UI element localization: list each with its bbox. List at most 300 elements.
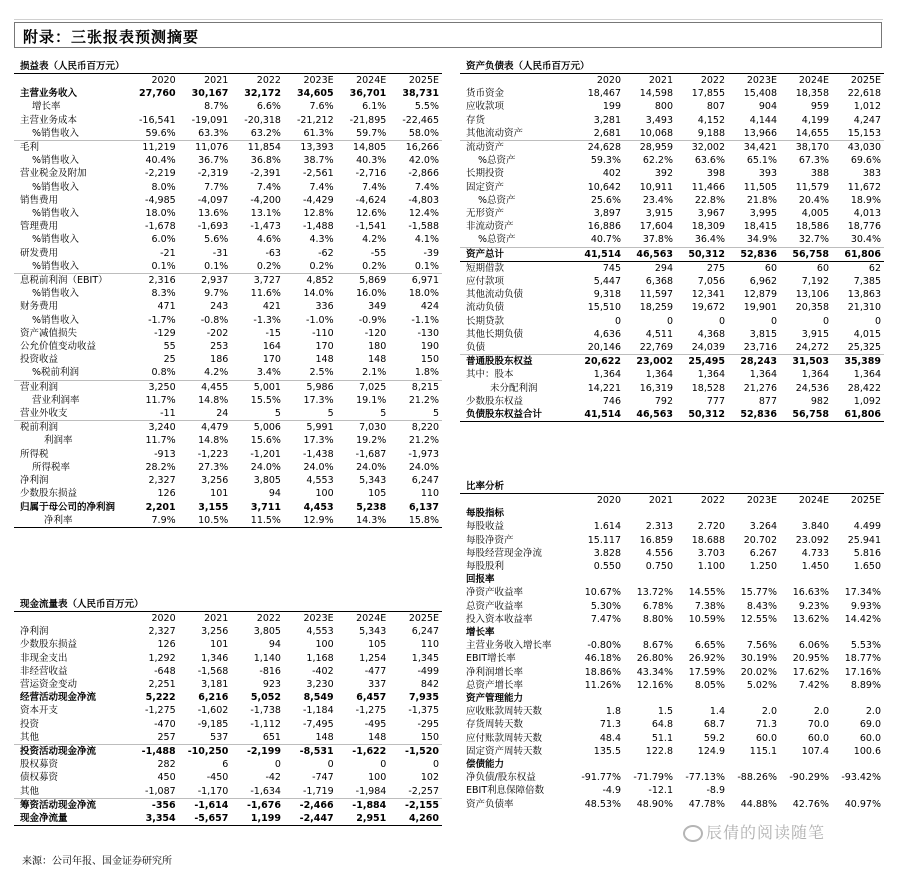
cell-value: 6.06% (798, 640, 829, 652)
table-row (460, 758, 884, 771)
row-label: %总资产 (478, 234, 516, 246)
cell-value: -9,185 (197, 718, 229, 730)
cell-value: 25 (163, 354, 176, 366)
cell-value: 16.63% (792, 587, 829, 599)
cell-value: 23,002 (624, 355, 676, 369)
cell-value: 2.0 (865, 706, 881, 718)
row-label: 经营活动现金净流 (20, 692, 97, 704)
cell-value (728, 784, 780, 797)
cell-value: 807 (706, 101, 725, 113)
table-row (14, 691, 442, 704)
row-label: 增长率 (32, 101, 61, 113)
cell-value: 46.18% (584, 653, 621, 665)
cell-value: 7.7% (204, 181, 229, 193)
cell-value: 4,453 (303, 501, 334, 513)
cell-value: 63.2% (250, 127, 281, 139)
cell-value: 4.2% (362, 234, 387, 246)
cell-value: 10,642 (587, 181, 621, 193)
table-row (14, 233, 442, 246)
cell-value: -1,719 (303, 785, 334, 797)
year-header: 2023E (746, 495, 777, 506)
cell-value: 2,316 (126, 274, 179, 288)
table-row (460, 639, 884, 652)
cell-value: 20.702 (743, 534, 777, 546)
cell-value: -4,097 (197, 194, 229, 206)
cell-value: 15,510 (587, 302, 621, 314)
cell-value: 17.62% (792, 666, 829, 678)
row-label: %销售收入 (32, 288, 80, 300)
cell-value: 777 (706, 395, 725, 407)
cell-value: -5,657 (179, 812, 232, 826)
cell-value: 3,240 (126, 421, 179, 435)
cell-value: -202 (206, 327, 229, 339)
year-header-row (14, 74, 442, 87)
cell-value: -1.1% (411, 314, 439, 326)
table-row (460, 652, 884, 665)
cell-value: 0.8% (151, 367, 176, 379)
cell-value: -499 (417, 665, 439, 677)
cell-value: 294 (654, 262, 673, 274)
cell-value: 3.703 (697, 547, 725, 559)
year-header: 2024E (356, 75, 387, 86)
cell-value: 4.1% (414, 234, 439, 246)
row-label: %销售收入 (32, 181, 80, 193)
cell-value: 17.34% (844, 587, 881, 599)
cell-value: -1,488 (126, 745, 179, 759)
cell-value: 9.7% (204, 288, 229, 300)
row-label: 其他 (20, 731, 40, 743)
cell-value: -4,624 (355, 194, 387, 206)
table-row (14, 207, 442, 220)
cell-value: -1.3% (253, 314, 281, 326)
table-row (14, 638, 442, 651)
cell-value: -1,678 (145, 221, 176, 233)
cell-value: 2,327 (148, 626, 176, 638)
cell-value (832, 573, 884, 586)
cell-value: 424 (420, 301, 439, 313)
cell-value: 4.6% (256, 234, 281, 246)
cell-value: 24,628 (572, 141, 624, 155)
cell-value: 28.2% (145, 461, 176, 473)
cell-value: -7,495 (303, 718, 334, 730)
cell-value: 61.3% (303, 127, 334, 139)
cell-value: 904 (758, 101, 777, 113)
cell-value: -1,201 (250, 448, 281, 460)
cell-value: 18.77% (844, 653, 881, 665)
cell-value: 0 (666, 315, 673, 327)
cell-value: 8.7% (204, 101, 229, 113)
cell-value: 10,911 (639, 181, 673, 193)
cell-value: 186 (210, 354, 229, 366)
year-header: 2023E (303, 613, 334, 624)
cell-value: 11,466 (691, 181, 725, 193)
cell-value: 0.550 (593, 561, 621, 573)
cell-value: 4,199 (801, 114, 829, 126)
row-label: 筹资活动现金净流 (14, 798, 126, 812)
cell-value: 24.0% (303, 461, 334, 473)
cell-value: -8,531 (284, 745, 337, 759)
cell-value: 28,243 (728, 355, 780, 369)
cell-value: 28,959 (624, 141, 676, 155)
cell-value: 7,025 (337, 380, 390, 394)
cell-value: -2,155 (389, 798, 442, 812)
watermark-text: 辰倩的阅读随笔 (706, 823, 826, 842)
table-row (460, 368, 884, 381)
table-row (14, 274, 442, 288)
row-label: 少数股东损益 (20, 639, 78, 651)
cell-value: 5,052 (250, 692, 281, 704)
cell-value (624, 507, 676, 520)
cell-value (832, 784, 884, 797)
cell-value: -1,541 (355, 221, 387, 233)
cell-value: 14,805 (337, 141, 390, 155)
cell-value: 842 (420, 679, 439, 691)
income-statement (14, 60, 442, 528)
cell-value: 4,144 (749, 114, 777, 126)
cell-value: 18.86% (584, 666, 621, 678)
cell-value: 10.67% (584, 587, 621, 599)
table-row (460, 301, 884, 314)
cell-value: 0 (380, 759, 387, 771)
year-header: 2024E (798, 75, 829, 86)
row-label: 息税前利润（EBIT） (14, 274, 126, 288)
cell-value: 24.0% (356, 461, 387, 473)
cell-value: -1,676 (231, 798, 284, 812)
cell-value: -4,985 (145, 194, 176, 206)
cell-value: 59.2 (703, 732, 725, 744)
row-label: 应付账款周转天数 (466, 732, 543, 744)
cell-value: 21,276 (743, 382, 777, 394)
cell-value: 7.4% (362, 181, 387, 193)
year-header: 2023E (303, 75, 334, 86)
cell-value: 6.6% (256, 101, 281, 113)
cell-value: 4,553 (306, 475, 334, 487)
cell-value: 4,013 (853, 208, 881, 220)
row-label: 管理费用 (20, 221, 59, 233)
cell-value: 150 (420, 354, 439, 366)
cell-value: -747 (312, 772, 334, 784)
cell-value: 60.0 (807, 732, 829, 744)
cell-value: 15.117 (587, 534, 621, 546)
cell-value: 100 (315, 488, 334, 500)
cell-value: 59.7% (356, 127, 387, 139)
table-row (14, 300, 442, 313)
cell-value: 22,769 (639, 342, 673, 354)
table-row (460, 798, 884, 811)
cell-value: -55 (370, 247, 387, 259)
cell-value: -15 (265, 327, 281, 339)
cell-value: 14.8% (198, 394, 229, 406)
cell-value: 4,260 (389, 812, 442, 826)
cell-value: -1,687 (355, 448, 387, 460)
cell-value: 3,230 (306, 679, 334, 691)
cell-value: -71.79% (633, 772, 673, 784)
table-row (460, 220, 884, 233)
cell-value (780, 573, 832, 586)
table-row (14, 625, 442, 638)
table-row (460, 560, 884, 573)
row-label: %税前利润 (32, 367, 80, 379)
cell-value: 44.88% (740, 798, 777, 810)
row-label: 固定资产 (466, 181, 505, 193)
cell-value: 5.53% (850, 640, 881, 652)
cell-value: 110 (420, 639, 439, 651)
cell-value: 25,325 (847, 342, 881, 354)
table-row (14, 327, 442, 340)
cell-value: 24.0% (408, 461, 439, 473)
cell-value: 421 (262, 301, 281, 313)
cell-value: 148 (368, 354, 387, 366)
cell-value: 7,056 (697, 276, 725, 288)
cell-value: 38,731 (402, 88, 439, 100)
cell-value: 1.614 (593, 521, 621, 533)
row-label: 资本开支 (20, 705, 59, 717)
cell-value: 32,002 (676, 141, 728, 155)
cell-value: 7.4% (414, 181, 439, 193)
cell-value: 50,312 (676, 408, 728, 422)
cell-value: 0.1% (414, 260, 439, 272)
cell-value: 6.65% (694, 640, 725, 652)
year-header: 2020 (596, 75, 621, 86)
cell-value: 8,220 (389, 421, 442, 435)
cell-value: 16.859 (639, 534, 673, 546)
year-header: 2021 (648, 75, 673, 86)
cash-flow-statement (14, 598, 442, 826)
cell-value: -470 (154, 718, 176, 730)
cell-value: 6,971 (389, 274, 442, 288)
row-label: 营运资金变动 (20, 679, 78, 691)
row-label: 归属于母公司的净利润 (20, 501, 116, 513)
cell-value: 11.7% (145, 394, 176, 406)
table-row (460, 692, 884, 705)
cell-value: 26.92% (688, 653, 725, 665)
cell-value: 60 (764, 262, 777, 274)
row-label: 债权募资 (20, 772, 59, 784)
cell-value: 3,711 (250, 501, 281, 513)
cell-value: 6.267 (749, 547, 777, 559)
cell-value: 100.6 (853, 745, 881, 757)
cell-value: 471 (157, 301, 176, 313)
row-label: 流动资产 (460, 141, 572, 155)
cell-value: 11,672 (847, 181, 881, 193)
cell-value: 392 (654, 168, 673, 180)
year-header-row (460, 494, 884, 507)
cell-value: 46,563 (624, 247, 676, 261)
year-header: 2021 (204, 75, 229, 86)
table-row (460, 127, 884, 141)
cell-value: 7,385 (853, 276, 881, 288)
cell-value: 243 (210, 301, 229, 313)
cell-value: 2,951 (337, 812, 390, 826)
cell-value: 14.8% (198, 435, 229, 447)
cell-value: 4,636 (593, 328, 621, 340)
cell-value: 5 (432, 408, 439, 420)
cell-value: 12.16% (636, 679, 673, 691)
wechat-icon (683, 825, 703, 842)
year-header: 2023E (746, 75, 777, 86)
cell-value: 1,345 (411, 652, 439, 664)
cell-value: 59.6% (145, 127, 176, 139)
row-label: %销售收入 (32, 208, 80, 220)
cell-value: 4.499 (853, 521, 881, 533)
cell-value: 4,247 (853, 114, 881, 126)
header-blank (14, 74, 126, 87)
cell-value: 12.8% (303, 208, 334, 220)
cell-value: 5,238 (356, 501, 387, 513)
cell-value: 24,039 (691, 342, 725, 354)
year-header: 2021 (648, 495, 673, 506)
cell-value: 25,495 (676, 355, 728, 369)
table-row (14, 127, 442, 141)
cell-value: 63.6% (694, 155, 725, 167)
cell-value (728, 573, 780, 586)
row-label: 未分配利润 (490, 382, 538, 394)
cell-value: 6.78% (642, 600, 673, 612)
cell-value: -2,866 (408, 168, 439, 180)
row-label: 利润率 (44, 435, 73, 447)
cell-value: -1,520 (389, 745, 442, 759)
cell-value: 2,201 (145, 501, 176, 513)
cell-value: -1,170 (197, 785, 229, 797)
table-row (460, 745, 884, 758)
cell-value: 11,076 (179, 141, 232, 155)
cell-value: 1,199 (231, 812, 284, 826)
cell-value: 68.7 (703, 719, 725, 731)
cell-value: -90.29% (789, 772, 829, 784)
table-row (460, 141, 884, 155)
row-label: 净利润 (20, 475, 49, 487)
cell-value: -495 (364, 718, 387, 730)
cell-value: 1.450 (801, 561, 829, 573)
row-label: 每股收益 (466, 521, 505, 533)
table-row (460, 732, 884, 745)
cell-value: -0.9% (358, 314, 387, 326)
cell-value: -4,200 (250, 194, 281, 206)
cell-value: 115.1 (749, 745, 777, 757)
row-label: 每股指标 (466, 508, 505, 520)
cell-value: -1,884 (337, 798, 390, 812)
cell-value: 42.0% (408, 155, 439, 167)
table-row (460, 600, 884, 613)
row-label: 资产总计 (460, 247, 572, 261)
cell-value: 124.9 (697, 745, 725, 757)
cell-value: 5,986 (284, 380, 337, 394)
table-row (460, 613, 884, 626)
cell-value: 5.02% (746, 679, 777, 691)
cell-value: -20,318 (244, 114, 281, 126)
year-header: 2021 (204, 613, 229, 624)
cell-value: 32.7% (798, 234, 829, 246)
table-row (14, 487, 442, 500)
row-label: 无形资产 (466, 208, 505, 220)
cell-value: 337 (368, 679, 387, 691)
cell-value: 4.733 (801, 547, 829, 559)
cell-value: 15.77% (740, 587, 777, 599)
cell-value: 190 (420, 341, 439, 353)
row-label: %销售收入 (32, 155, 80, 167)
cell-value (624, 692, 676, 705)
cell-value: -1,693 (197, 221, 229, 233)
cell-value: -4,803 (408, 194, 439, 206)
cell-value: 126 (157, 639, 176, 651)
cell-value: 0 (822, 315, 829, 327)
cell-value: -1,488 (303, 221, 334, 233)
cell-value: 2.720 (697, 521, 725, 533)
cell-value: 19.2% (356, 435, 387, 447)
table-row (14, 704, 442, 717)
cell-value: -129 (154, 327, 176, 339)
cell-value: 19,672 (691, 302, 725, 314)
cell-value: 6.0% (151, 234, 176, 246)
cell-value: -77.13% (685, 772, 725, 784)
cell-value: -356 (126, 798, 179, 812)
cell-value: 40.7% (590, 234, 621, 246)
row-label: 存货 (466, 114, 486, 126)
cell-value: 4,368 (697, 328, 725, 340)
cell-value (624, 626, 676, 639)
cell-value: 3.840 (801, 521, 829, 533)
table-row (460, 666, 884, 679)
cell-value: 393 (758, 168, 777, 180)
cell-value: 3,354 (126, 812, 179, 826)
table-row (460, 328, 884, 341)
table-row (460, 167, 884, 180)
cell-value: 2,681 (593, 127, 621, 139)
cell-value: 14,221 (587, 382, 621, 394)
table-row (460, 261, 884, 275)
cell-value: -1.0% (306, 314, 334, 326)
cell-value: 135.5 (593, 745, 621, 757)
row-label: 长期贷款 (466, 315, 505, 327)
cell-value: 69.0 (859, 719, 881, 731)
cell-value: 126 (157, 488, 176, 500)
cell-value: 745 (602, 262, 621, 274)
table-row (14, 394, 442, 407)
row-label: %销售收入 (32, 314, 80, 326)
cell-value: 11.7% (145, 435, 176, 447)
cell-value: 349 (368, 301, 387, 313)
table-row (14, 474, 442, 487)
table-row (460, 154, 884, 167)
cell-value: 24.0% (250, 461, 281, 473)
cell-value: 19,901 (743, 302, 777, 314)
cell-value: 5,991 (284, 421, 337, 435)
cell-value: -1,473 (250, 221, 281, 233)
cell-value: 15.5% (250, 394, 281, 406)
table-row (460, 395, 884, 408)
cell-value: 7,192 (801, 276, 829, 288)
cell-value: 7.47% (590, 613, 621, 625)
table-row (14, 167, 442, 180)
cell-value: -1,112 (250, 718, 281, 730)
row-label: EBIT利息保障倍数 (466, 785, 545, 797)
table-row (460, 626, 884, 639)
cell-value: 8,549 (303, 692, 334, 704)
row-label: 其他流动负债 (466, 289, 524, 301)
cell-value: 6,216 (198, 692, 229, 704)
row-label: 其他长期负债 (466, 328, 524, 340)
watermark (683, 820, 825, 843)
source-note: 来源：公司年报、国金证券研究所 (22, 856, 172, 867)
cell-value: 6.1% (362, 101, 387, 113)
cell-value: -1,275 (145, 705, 176, 717)
cell-value (572, 692, 624, 705)
cell-value: 2.313 (645, 521, 673, 533)
cell-value: 923 (262, 679, 281, 691)
cell-value: 12.4% (408, 208, 439, 220)
row-label: 净利率 (14, 514, 126, 528)
cell-value (832, 626, 884, 639)
